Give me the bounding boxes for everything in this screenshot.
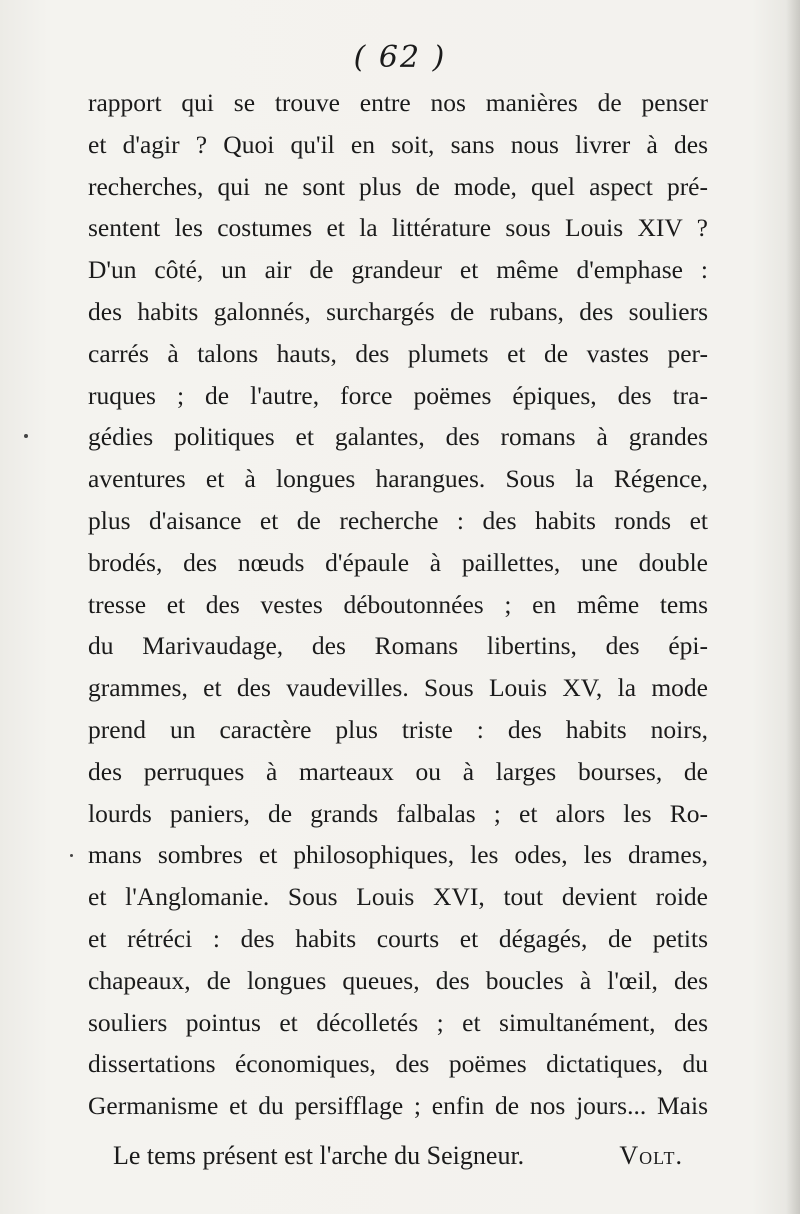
quote-author: Volt.	[619, 1141, 683, 1170]
text-line: rapport qui se trouve entre nos manières de penser	[88, 88, 708, 117]
text-line: mans sombres et philosophiques, les odes, les drames,	[88, 840, 708, 870]
page-number: ( 62 )	[353, 40, 447, 75]
text-line: dissertations économiques, des poëmes dictatiques, du	[88, 1049, 708, 1079]
ink-speck	[24, 434, 28, 438]
text-line: recherches, qui ne sont plus de mode, quel aspect pré-	[88, 171, 708, 201]
body-text	[88, 82, 708, 1127]
text-line: plus d'aisance et de recherche : des habits ronds et	[88, 505, 708, 535]
text-line: D'un côté, un air de grandeur et même d'emphase :	[88, 255, 708, 285]
text-line: et rétréci : des habits courts et dégagés, de petits	[88, 923, 708, 953]
text-line: des habits galonnés, surchargés de rubans, des souliers	[88, 296, 708, 326]
text-line: prend un caractère plus triste : des habits noirs,	[88, 714, 708, 744]
text-line: du Marivaudage, des Romans libertins, des épi-	[88, 631, 708, 661]
text-line: chapeaux, de longues queues, des boucles à l'œil, des	[88, 965, 708, 995]
text-line: des perruques à marteaux ou à larges bourses, de	[88, 756, 708, 786]
text-line: souliers pointus et décolletés ; et simultanément, des	[88, 1007, 708, 1037]
text-line: lourds paniers, de grands falbalas ; et alors les Ro-	[88, 798, 708, 828]
page-edge-shadow	[786, 0, 800, 1214]
text-line: tresse et des vestes déboutonnées ; en même tems	[88, 589, 708, 619]
epigraph-quote	[113, 1136, 683, 1176]
text-line: gédies politiques et galantes, des romans à grandes	[88, 422, 708, 452]
text-line: brodés, des nœuds d'épaule à paillettes, une double	[88, 547, 708, 577]
ink-speck	[70, 854, 73, 857]
text-line: carrés à talons hauts, des plumets et de vastes per-	[88, 338, 708, 368]
text-line: aventures et à longues harangues. Sous la Régence,	[88, 464, 708, 494]
quote-text: Le tems présent est l'arche du Seigneur.	[113, 1141, 525, 1170]
text-line: Germanisme et du persifflage ; enfin de nos jours... Mais	[88, 1091, 708, 1121]
text-line: et d'agir ? Quoi qu'il en soit, sans nous livrer à des	[88, 129, 708, 159]
text-line: sentent les costumes et la littérature sous Louis XIV ?	[88, 213, 708, 243]
text-line: et l'Anglomanie. Sous Louis XVI, tout devient roide	[88, 882, 708, 912]
text-line: grammes, et des vaudevilles. Sous Louis XV, la mode	[88, 673, 708, 703]
text-line: ruques ; de l'autre, force poëmes épiques, des tra-	[88, 380, 708, 410]
